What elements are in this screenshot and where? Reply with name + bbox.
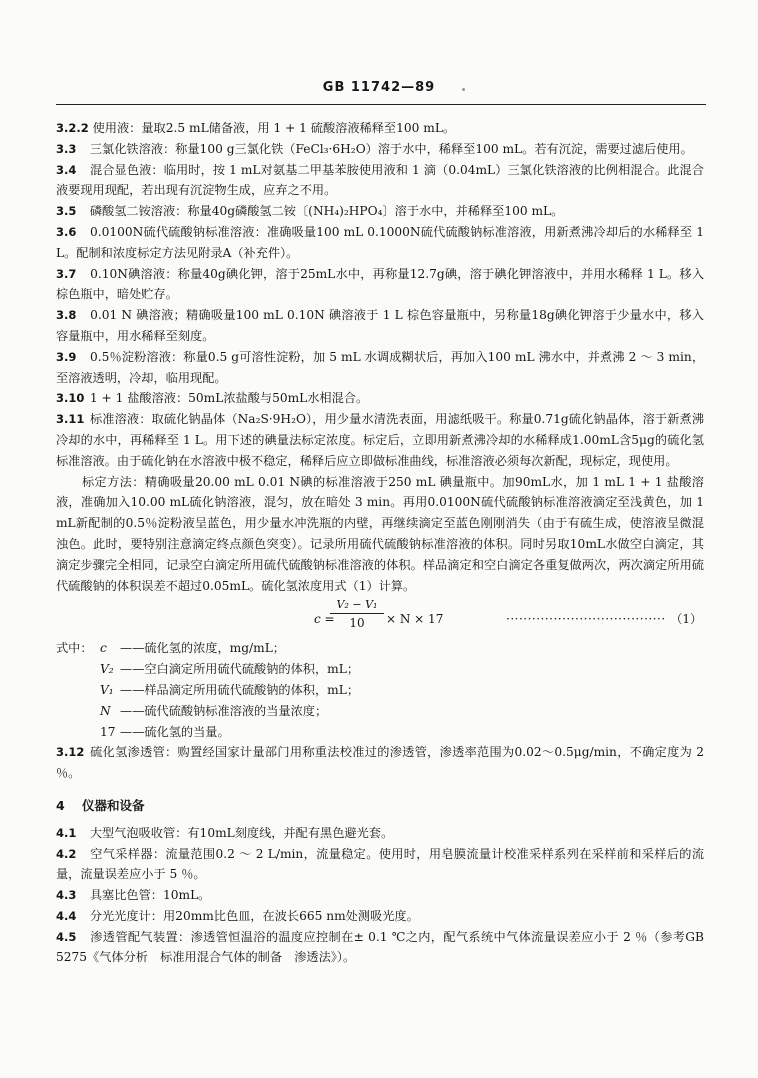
legend-symbol: 17 [100, 724, 116, 739]
clause-number: 3.3 [56, 141, 77, 156]
clause-3-9 [56, 347, 704, 389]
clause-number: 4.2 [56, 846, 77, 861]
clause-number: 4.3 [56, 888, 77, 903]
clause-text: 磷酸氢二铵溶液：称量40g磷酸氢二铵〔(NH₄)₂HPO₄〕溶于水中，并稀释至100 mL。 [89, 204, 564, 219]
formula-fraction [330, 597, 384, 632]
clause-3-4 [56, 160, 704, 202]
clause-4-4 [56, 906, 704, 927]
legend-symbol: c [100, 641, 107, 656]
clause-text: 0.01 N 碘溶液；精确吸量100 mL 0.10N 碘溶液于 1 L 棕色容量瓶中，另称量18g碘化钾溶于少量水中，移入容量瓶中，用水稀释至刻度。 [56, 308, 704, 343]
legend-row [56, 680, 704, 701]
legend-desc: ——样品滴定所用硫代硫酸钠的体积，mL； [120, 682, 360, 697]
clause-4-1 [56, 823, 704, 844]
clause-3-2-2 [56, 118, 704, 139]
clause-text: 三氯化铁溶液：称量100 g三氯化铁（FeCl₃·6H₂O）溶于水中，稀释至100 mL。若有沉淀，需要过滤后使用。 [89, 141, 693, 156]
clause-text: 硫化氢渗透管：购置经国家计量部门用称重法校准过的渗透管，渗透率范围为0.02～0.5μg/min，不确定度为 2 ％。 [56, 745, 705, 781]
clause-number: 3.2.2 [56, 121, 89, 135]
clause-text: 混合显色液：临用时，按 1 mL对氨基二甲基苯胺使用液和 1 滴（0.04mL）三氯化铁溶液的比例相混合。此混合液要现用现配，若出现有沉淀物生成，应弃之不用。 [56, 162, 704, 198]
legend-lead: 式中： [56, 641, 93, 656]
clause-number: 3.5 [56, 204, 77, 219]
clause-text: 0.0100N硫代硫酸钠标准溶液：准确吸量100 mL 0.1000N硫代硫酸钠标准溶液，用新煮沸冷却后的水稀释至 1 L。配制和浓度标定方法见附录A（补充件）。 [56, 224, 705, 260]
standard-code-header: GB 11742—89 [322, 80, 436, 95]
clause-number: 4.1 [56, 825, 77, 840]
clause-number: 4.5 [56, 929, 77, 944]
legend-row [56, 638, 704, 659]
clause-3-5 [56, 201, 704, 222]
legend-symbol: N [100, 703, 111, 718]
clause-number: 3.7 [56, 266, 77, 281]
clause-3-6 [56, 222, 704, 264]
clause-text: 具塞比色管：10mL。 [89, 888, 211, 903]
calibration-method: 标定方法：精确吸量20.00 mL 0.01 N碘的标准溶液于250 mL 碘量瓶中。加90mL水，加 1 mL 1 + 1 盐酸溶液，准确加入10.00 mL硫化钠溶液，混匀，放在暗处 3 min。再用0.0100N硫代硫酸钠标准溶液滴定至浅黄色，加 1 mL新配制的0.5％淀粉液呈蓝色，用少量水冲洗瓶的内壁，再继续滴定至蓝色刚刚消失（由于有硫生成，使溶液呈微混浊色。此时，要特别注意滴定终点颜色突变）。记录所用硫代硫酸钠标准溶液的体积。同时另取10mL水做空白滴定，其滴定步骤完全相同，记录空白滴定所用硫代硫酸钠标准溶液的体积。样品滴定和空白滴定各重复做两次，两次滴定所用硫代硫酸钠的体积误差不超过0.05mL。硫化氢浓度用式（1）计算。 [56, 474, 704, 593]
section-title: 仪器和设备 [82, 797, 145, 813]
clause-3-7 [56, 264, 704, 306]
clause-4-3 [56, 885, 704, 906]
clause-number: 3.12 [56, 745, 85, 760]
formula-leader-dots: ····································· [506, 612, 666, 627]
symbol-legend [56, 638, 704, 742]
clause-text: 标准溶液：取硫化钠晶体（Na₂S·9H₂O），用少量水清洗表面，用滤纸吸干。称量0.71g硫化钠晶体，溶于新煮沸冷却的水中，再稀释至 1 L。用下述的碘量法标定浓度。标定后，立即用新煮沸冷却的水稀释成1.00mL含5μg的硫化氢标准溶液。由于硫化钠在水溶液中极不稳定，稀释后应立即做标准曲线，标准溶液必须每次新配，现标定，现使用。 [56, 412, 705, 468]
legend-desc: ——硫代硫酸钠标准溶液的当量浓度； [120, 703, 328, 718]
section-number: 4 [56, 797, 65, 813]
clause-4-2 [56, 844, 704, 886]
clause-number: 3.8 [56, 308, 77, 323]
clause-text: 空气采样器：流量范围0.2 ～ 2 L/min，流量稳定。使用时，用皂膜流量计校准采样系列在采样前和采样后的流量，流量误差应小于 5 ％。 [56, 846, 705, 882]
legend-row [56, 701, 704, 722]
formula-numerator: V₂ − V₁ [330, 597, 384, 614]
section-4-heading [56, 796, 704, 817]
formula-denominator: 10 [349, 616, 365, 631]
clause-3-11 [56, 409, 704, 471]
clause-text: 大型气泡吸收管：有10mL刻度线，并配有黑色避光套。 [89, 825, 394, 840]
clause-number: 3.6 [56, 224, 77, 239]
clause-3-3 [56, 139, 704, 160]
legend-desc: ——硫化氢的浓度，mg/mL； [120, 641, 285, 656]
clause-number: 4.4 [56, 908, 77, 923]
document-body [56, 118, 704, 968]
clause-number: 3.10 [56, 391, 85, 406]
clause-3-10 [56, 388, 704, 409]
clause-text: 分光光度计：用20mm比色皿，在波长665 nm处测吸光度。 [89, 908, 419, 923]
clause-number: 3.4 [56, 162, 77, 177]
scan-mark [462, 88, 465, 91]
legend-row [56, 659, 704, 680]
clause-text: 使用液：量取2.5 mL储备液，用 1 + 1 硫酸溶液稀释至100 mL。 [92, 121, 456, 135]
legend-symbol: V₂ [100, 662, 114, 677]
header-rule [56, 104, 706, 105]
clause-3-12 [56, 742, 704, 784]
clause-3-8 [56, 305, 704, 347]
formula-lhs: c = [314, 612, 335, 627]
clause-text: 1 + 1 盐酸溶液：50mL浓盐酸与50mL水相混合。 [89, 391, 369, 406]
clause-text: 0.10N碘溶液：称量40g碘化钾，溶于25mL水中，再称量12.7g碘，溶于碘化钾溶液中，并用水稀释 1 L。移入棕色瓶中，暗处贮存。 [56, 266, 705, 302]
legend-row [56, 722, 704, 743]
clause-4-5 [56, 927, 704, 969]
legend-desc: ——硫化氢的当量。 [120, 724, 230, 739]
concentration-formula [56, 597, 704, 637]
clause-number: 3.11 [56, 412, 85, 427]
legend-desc: ——空白滴定所用硫代硫酸钠的体积，mL； [120, 662, 360, 677]
legend-symbol: V₁ [100, 682, 114, 697]
equation-number: （1） [670, 612, 702, 627]
clause-number: 3.9 [56, 349, 77, 364]
clause-text: 0.5％淀粉溶液：称量0.5 g可溶性淀粉，加 5 mL 水调成糊状后，再加入100 mL 沸水中，并煮沸 2 ～ 3 min，至溶液透明，冷却，临用现配。 [56, 349, 705, 385]
clause-text: 渗透管配气装置：渗透管恒温浴的温度应控制在± 0.1 ℃之内，配气系统中气体流量误差应小于 2 ％（参考GB 5275《气体分析 标准用混合气体的制备 渗透法》）。 [56, 929, 705, 965]
formula-rhs: × N × 17 [386, 612, 444, 627]
